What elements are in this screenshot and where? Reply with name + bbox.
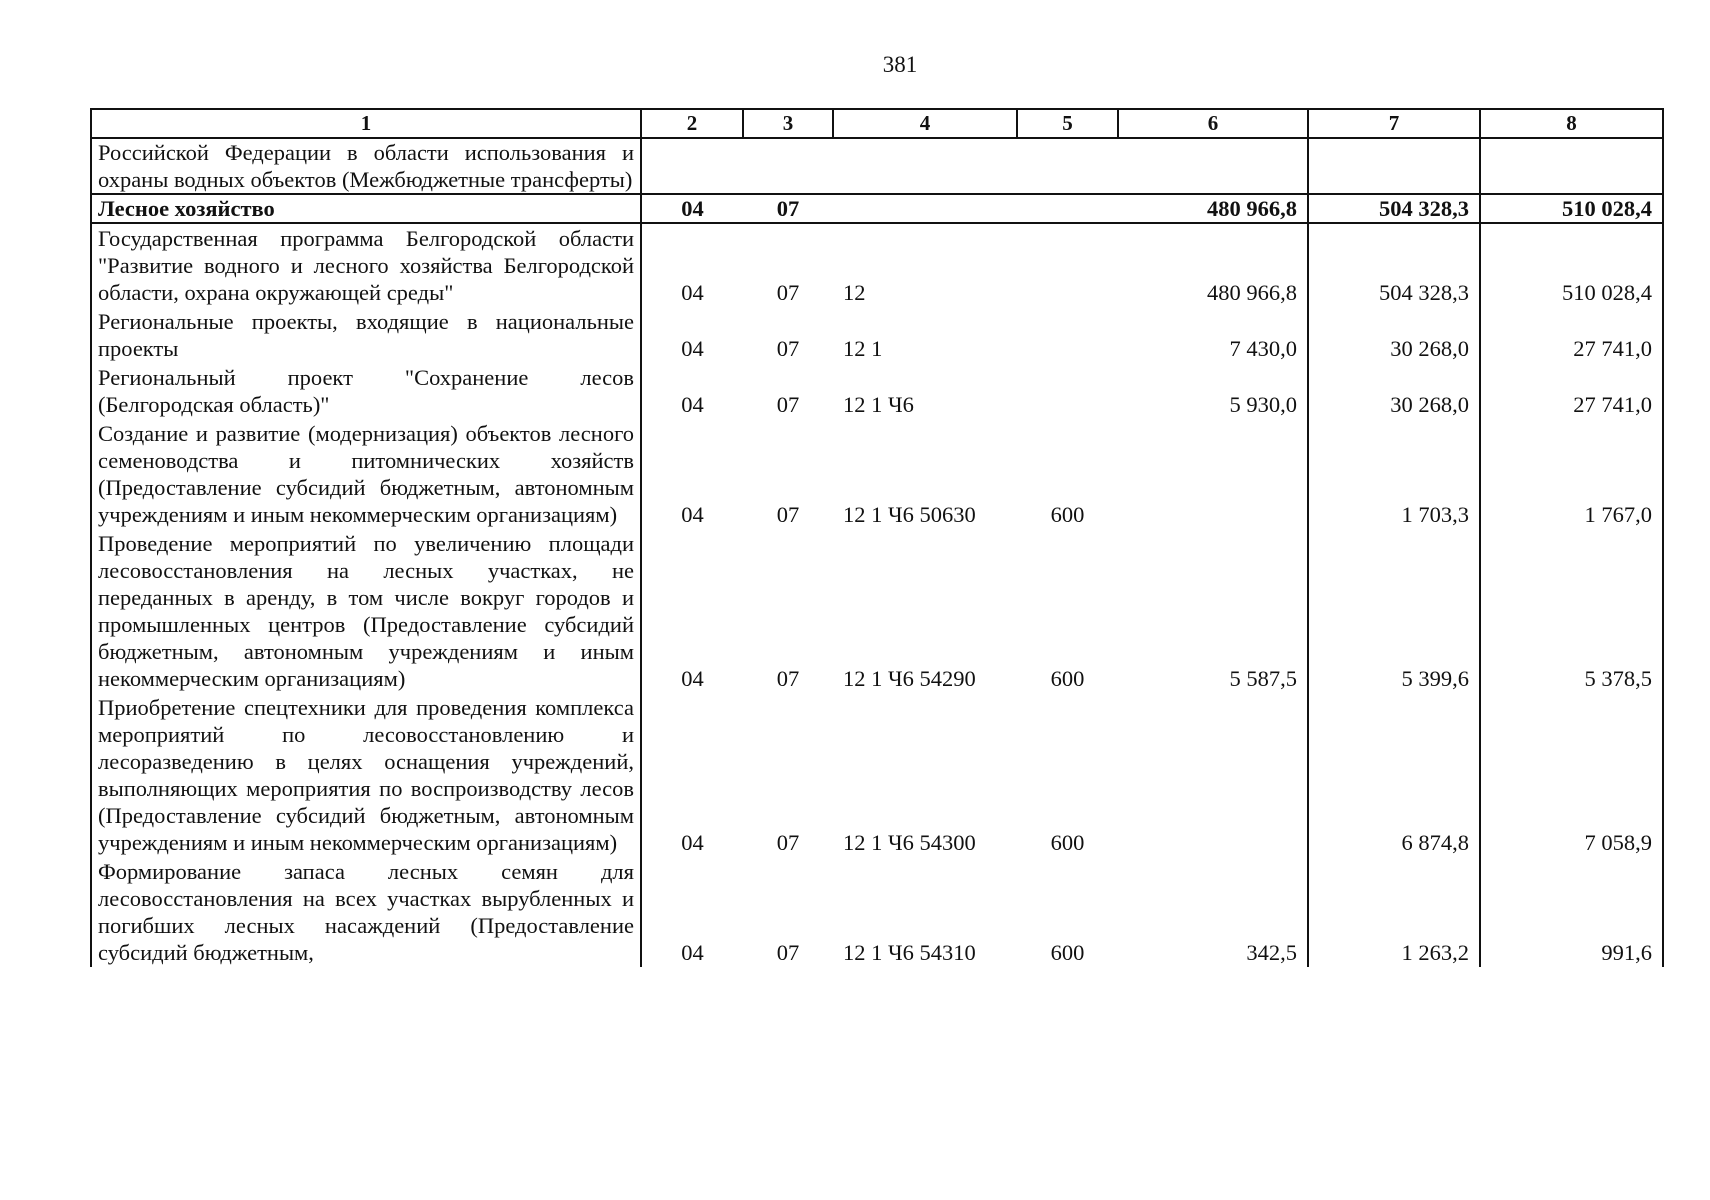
target-article-code: 12 1 [843, 336, 883, 361]
amount-year-3: 27 741,0 [1480, 307, 1663, 363]
target-article-code: 12 1 Ч6 54290 [843, 666, 976, 691]
section-code: 04 [641, 194, 743, 223]
amount-year-2: 30 268,0 [1308, 307, 1480, 363]
amount-year-2: 504 328,3 [1308, 223, 1480, 307]
amount-year-1: 5 587,5 [1118, 529, 1308, 693]
amount-year-3: 5 378,5 [1480, 529, 1663, 693]
section-code: 04 [681, 666, 704, 691]
target-article-code [833, 194, 1017, 223]
amount-year-1: 480 966,8 [1118, 223, 1308, 307]
row-description: Российской Федерации в области использования и охраны водных объектов (Межбюджетные трансферты) [91, 138, 641, 194]
page-number: 381 [882, 52, 918, 77]
subsection-code: 07 [776, 280, 800, 305]
amount-year-3: 510 028,4 [1480, 223, 1663, 307]
target-article-code: 12 1 Ч6 54300 [843, 830, 976, 855]
amount-year-3: 1 767,0 [1480, 419, 1663, 529]
expense-type-code [1017, 363, 1118, 419]
row-description: Лесное хозяйство [91, 194, 641, 223]
amount-year-3: 27 741,0 [1480, 363, 1663, 419]
continuation-row [91, 138, 1663, 194]
expense-type-code: 600 [1050, 940, 1085, 965]
subsection-code: 07 [776, 502, 800, 527]
expense-type-code [1017, 138, 1118, 194]
subsection-code: 07 [776, 940, 800, 965]
amount-year-1: 480 966,8 [1118, 194, 1308, 223]
target-article-code [833, 138, 1017, 194]
expense-type-code: 600 [1050, 830, 1085, 855]
table-row [91, 857, 1663, 967]
expense-type-code: 600 [1050, 502, 1085, 527]
expense-type-code: 600 [1050, 666, 1085, 691]
target-article-code: 12 1 Ч6 54310 [843, 940, 976, 965]
budget-table [90, 108, 1664, 967]
subsection-code: 07 [776, 336, 800, 361]
section-code: 04 [681, 502, 704, 527]
amount-year-3 [1480, 138, 1663, 194]
row-description: Приобретение спецтехники для проведения комплекса мероприятий по лесовосстановлению и лесоразведению в целях оснащения учреждений, выполняющих мероприятия по воспроизводству лесов (Предоставление субсидий бюджетным, автономным учреждениям и иным некоммерческим организациям) [91, 693, 641, 857]
amount-year-2: 1 703,3 [1308, 419, 1480, 529]
column-header: 2 [641, 109, 743, 138]
table-row [91, 363, 1663, 419]
expense-type-code [1017, 223, 1118, 307]
table-row [91, 307, 1663, 363]
amount-year-1: 5 930,0 [1118, 363, 1308, 419]
amount-year-2: 504 328,3 [1308, 194, 1480, 223]
table-row [91, 223, 1663, 307]
column-header: 3 [743, 109, 833, 138]
amount-year-3: 510 028,4 [1480, 194, 1663, 223]
table-body [91, 138, 1663, 967]
subsection-code: 07 [776, 830, 800, 855]
column-header: 4 [833, 109, 1017, 138]
expense-type-code [1017, 194, 1118, 223]
amount-year-1: 7 430,0 [1118, 307, 1308, 363]
amount-year-2: 1 263,2 [1308, 857, 1480, 967]
subsection-code: 07 [743, 194, 833, 223]
amount-year-1 [1118, 419, 1308, 529]
table-row [91, 529, 1663, 693]
amount-year-2 [1308, 138, 1480, 194]
column-header: 5 [1017, 109, 1118, 138]
subsection-code: 07 [776, 392, 800, 417]
section-code: 04 [681, 830, 704, 855]
row-description: Государственная программа Белгородской области "Развитие водного и лесного хозяйства Белгородской области, охрана окружающей среды" [91, 223, 641, 307]
expense-type-code [1017, 307, 1118, 363]
amount-year-3: 7 058,9 [1480, 693, 1663, 857]
subsection-code: 07 [776, 666, 800, 691]
section-code: 04 [681, 940, 704, 965]
column-header: 6 [1118, 109, 1308, 138]
target-article-code: 12 1 Ч6 50630 [843, 502, 976, 527]
section-row [91, 194, 1663, 223]
amount-year-1: 342,5 [1118, 857, 1308, 967]
section-code: 04 [681, 392, 704, 417]
row-description: Формирование запаса лесных семян для лесовосстановления на всех участках вырубленных и погибших лесных насаждений (Предоставление субсидий бюджетным, [91, 857, 641, 967]
column-number-row [91, 109, 1663, 138]
column-header: 1 [91, 109, 641, 138]
column-header: 7 [1308, 109, 1480, 138]
row-description: Региональный проект "Сохранение лесов (Белгородская область)" [91, 363, 641, 419]
column-header: 8 [1480, 109, 1663, 138]
row-description: Региональные проекты, входящие в национальные проекты [91, 307, 641, 363]
amount-year-1 [1118, 138, 1308, 194]
section-code: 04 [681, 280, 704, 305]
section-code: 04 [681, 336, 704, 361]
amount-year-2: 6 874,8 [1308, 693, 1480, 857]
section-code [641, 138, 743, 194]
row-description: Проведение мероприятий по увеличению площади лесовосстановления на лесных участках, не переданных в аренду, в том числе вокруг городов и промышленных центров (Предоставление субсидий бюджетным, автономным учреждениям и иным некоммерческим организациям) [91, 529, 641, 693]
target-article-code: 12 1 Ч6 [843, 392, 914, 417]
table-row [91, 693, 1663, 857]
table-row [91, 419, 1663, 529]
row-description: Создание и развитие (модернизация) объектов лесного семеноводства и питомнических хозяйств (Предоставление субсидий бюджетным, автономным учреждениям и иным некоммерческим организациям) [91, 419, 641, 529]
amount-year-3: 991,6 [1480, 857, 1663, 967]
subsection-code [743, 138, 833, 194]
amount-year-1 [1118, 693, 1308, 857]
target-article-code: 12 [843, 280, 866, 305]
amount-year-2: 5 399,6 [1308, 529, 1480, 693]
amount-year-2: 30 268,0 [1308, 363, 1480, 419]
